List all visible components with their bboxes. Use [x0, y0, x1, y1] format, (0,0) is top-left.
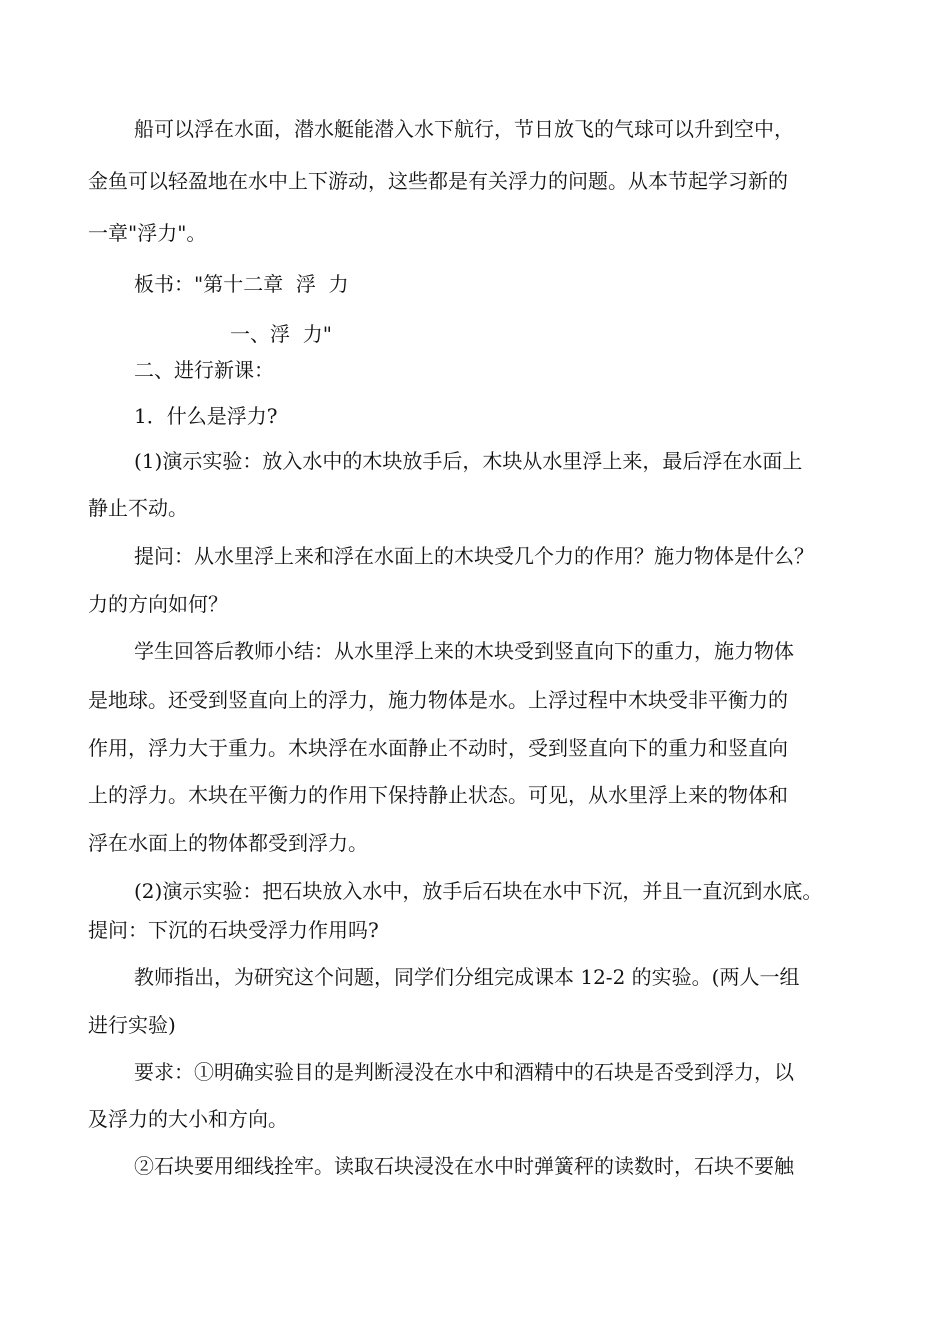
text-line: 作用，浮力大于重力。木块浮在水面静止不动时，受到竖直向下的重力和竖直向 [88, 736, 788, 760]
text-line: 学生回答后教师小结：从水里浮上来的木块受到竖直向下的重力，施力物体 [134, 639, 794, 663]
text-line: (1)演示实验：放入水中的木块放手后，木块从水里浮上来，最后浮在水面上 [134, 449, 803, 473]
text-line: 是地球。还受到竖直向上的浮力，施力物体是水。上浮过程中木块受非平衡力的 [88, 688, 788, 712]
text-line: ②石块要用细线拴牢。读取石块浸没在水中时弹簧秤的读数时，石块不要触 [134, 1154, 794, 1178]
text-line: 金鱼可以轻盈地在水中上下游动，这些都是有关浮力的问题。从本节起学习新的 [88, 169, 788, 193]
text-line: 要求：①明确实验目的是判断浸没在水中和酒精中的石块是否受到浮力，以 [134, 1060, 794, 1084]
text-line: 上的浮力。木块在平衡力的作用下保持静止状态。可见，从水里浮上来的物体和 [88, 783, 788, 807]
subsection-heading: 1．什么是浮力? [134, 404, 278, 428]
section-heading: 二、进行新课： [134, 358, 274, 382]
text-line: 及浮力的大小和方向。 [88, 1107, 288, 1131]
text-line: 船可以浮在水面，潜水艇能潜入水下航行，节日放飞的气球可以升到空中， [134, 117, 794, 141]
text-line: 浮在水面上的物体都受到浮力。 [88, 831, 368, 855]
text-line: 提问：从水里浮上来和浮在水面上的木块受几个力的作用？施力物体是什么？ [134, 544, 814, 568]
text-line: 一、浮 力" [230, 322, 332, 346]
text-line: 提问：下沉的石块受浮力作用吗? [88, 918, 379, 942]
text-line: 板书："第十二章 浮 力 [134, 272, 349, 296]
text-line: 教师指出，为研究这个问题，同学们分组完成课本 12-2 的实验。(两人一组 [134, 965, 800, 989]
text-line: 一章"浮力"。 [88, 221, 207, 245]
text-line: (2)演示实验：把石块放入水中，放手后石块在水中下沉，并且一直沉到水底。 [134, 879, 823, 903]
text-line: 进行实验) [88, 1013, 176, 1037]
text-line: 静止不动。 [88, 496, 188, 520]
text-line: 力的方向如何？ [88, 592, 228, 616]
